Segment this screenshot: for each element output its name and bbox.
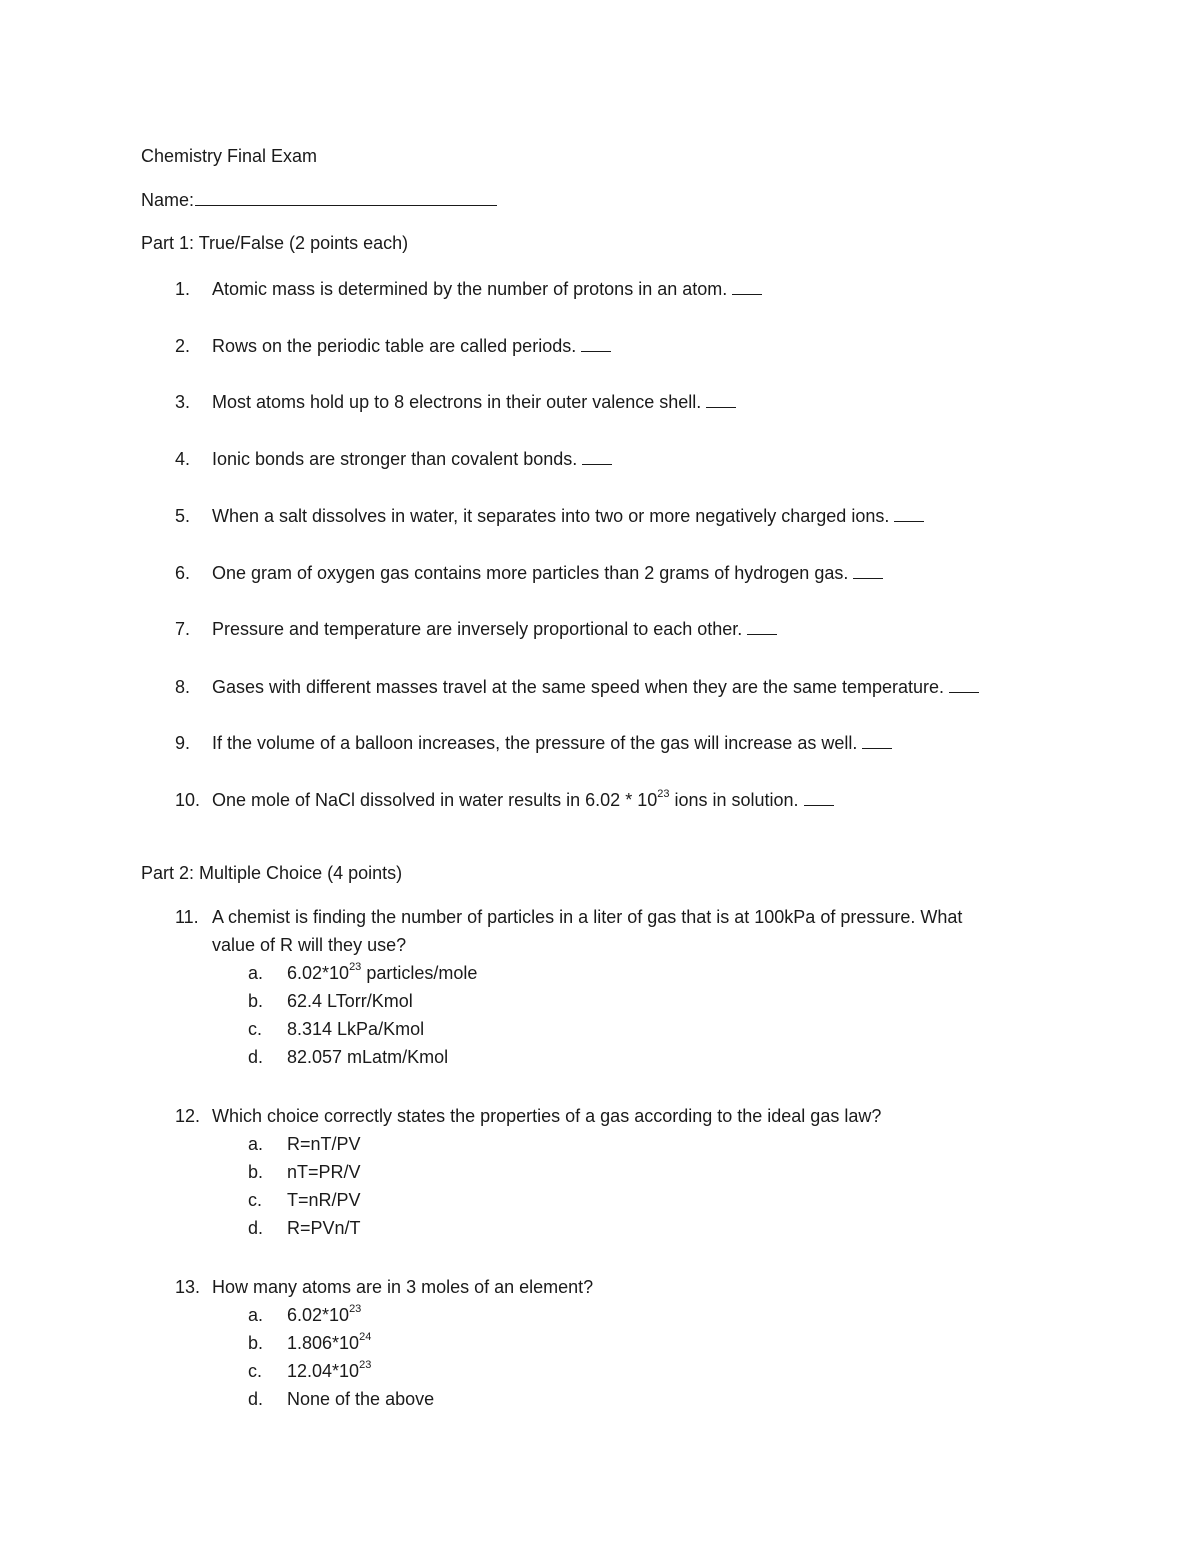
question-number: 9. [175,733,191,753]
option-letter: c. [248,1190,263,1210]
answer-blank[interactable] [732,279,762,295]
name-blank[interactable] [195,189,497,206]
question-text: If the volume of a balloon increases, the pressure of the gas will increase as well. [212,733,858,753]
option-letter: a. [248,963,264,983]
option-letter: b. [248,1162,264,1182]
question-number: 4. [175,449,191,469]
option-text-before: 6.02*10 [287,1305,350,1325]
question-number: 13. [175,1277,201,1297]
option-text: R=PVn/T [287,1218,361,1238]
exponent: 24 [359,1331,372,1343]
question-text-line1: A chemist is finding the number of particles in a liter of gas that is at 100kPa of pressure. What [212,907,963,927]
option-letter: c. [248,1019,263,1039]
answer-blank[interactable] [581,336,611,352]
question-number: 3. [175,392,191,412]
question-text: One gram of oxygen gas contains more particles than 2 grams of hydrogen gas. [212,563,849,583]
answer-blank[interactable] [949,677,979,693]
option-text-before: 12.04*10 [287,1361,360,1381]
question-text: How many atoms are in 3 moles of an element? [212,1277,594,1297]
answer-blank[interactable] [894,506,924,522]
question-text-after: ions in solution. [669,790,799,810]
question-text-line2: value of R will they use? [212,935,407,955]
question-number: 6. [175,563,191,583]
answer-blank[interactable] [853,563,883,579]
option-text-before: 1.806*10 [287,1333,360,1353]
question-text: Which choice correctly states the properties of a gas according to the ideal gas law? [212,1106,882,1126]
option-letter: d. [248,1218,264,1238]
question-number: 1. [175,279,191,299]
question-number: 11. [175,907,199,927]
exam-title: Chemistry Final Exam [141,146,318,166]
option-text: None of the above [287,1389,435,1409]
question-number: 7. [175,619,191,639]
answer-blank[interactable] [747,619,777,635]
option-text: 62.4 LTorr/Kmol [287,991,413,1011]
option-text: R=nT/PV [287,1134,361,1154]
answer-blank[interactable] [706,392,736,408]
exponent: 23 [657,788,670,800]
question-number: 12. [175,1106,201,1126]
option-letter: b. [248,1333,264,1353]
option-text: T=nR/PV [287,1190,361,1210]
option-text: 8.314 LkPa/Kmol [287,1019,425,1039]
question-text-before: One mole of NaCl dissolved in water results in 6.02 * 10 [212,790,658,810]
question-text: Most atoms hold up to 8 electrons in their outer valence shell. [212,392,702,412]
option-letter: d. [248,1389,264,1409]
option-letter: b. [248,991,264,1011]
question-text: Pressure and temperature are inversely proportional to each other. [212,619,743,639]
question-text: Atomic mass is determined by the number of protons in an atom. [212,279,728,299]
part2-heading: Part 2: Multiple Choice (4 points) [141,863,403,883]
option-letter: a. [248,1305,264,1325]
exponent: 23 [349,1303,362,1315]
option-letter: c. [248,1361,263,1381]
exponent: 23 [359,1359,372,1371]
name-field [141,188,497,212]
question-number: 5. [175,506,191,526]
answer-blank[interactable] [804,790,834,806]
question-number: 10. [175,790,201,810]
option-text: nT=PR/V [287,1162,361,1182]
name-label: Name: [141,190,195,210]
option-text-before: 6.02*10 [287,963,350,983]
question-text: Ionic bonds are stronger than covalent bonds. [212,449,578,469]
question-text: Rows on the periodic table are called periods. [212,336,577,356]
option-letter: d. [248,1047,264,1067]
part1-heading: Part 1: True/False (2 points each) [141,233,409,253]
exponent: 23 [349,961,362,973]
question-number: 2. [175,336,191,356]
answer-blank[interactable] [582,449,612,465]
question-text: Gases with different masses travel at the same speed when they are the same temperature. [212,677,945,697]
answer-blank[interactable] [862,733,892,749]
question-number: 8. [175,677,191,697]
option-text: 82.057 mLatm/Kmol [287,1047,449,1067]
option-letter: a. [248,1134,264,1154]
option-text-after: particles/mole [361,963,478,983]
question-text: When a salt dissolves in water, it separates into two or more negatively charged ions. [212,506,890,526]
